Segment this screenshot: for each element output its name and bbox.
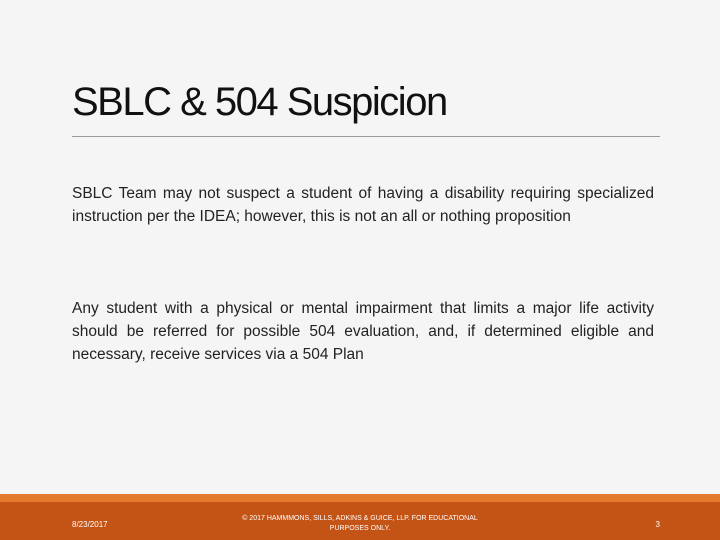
slide-footer: [0, 502, 720, 540]
title-divider: [72, 136, 660, 137]
footer-copyright: © 2017 HAMMMONS, SILLS, ADKINS & GUICE, LLP. FOR EDUCATIONAL PURPOSES ONLY.: [242, 515, 478, 532]
footer-accent-band: [0, 494, 720, 502]
footer-date: 8/23/2017: [72, 520, 108, 529]
body-paragraph-2: Any student with a physical or mental impairment that limits a major life activity should be referred for possible 504 evaluation, and, if determined eligible and necessary, receive services via a 504 Plan: [72, 300, 654, 363]
slide-title: SBLC & 504 Suspicion: [72, 80, 447, 124]
body-paragraph-1: SBLC Team may not suspect a student of having a disability requiring specialized instruction per the IDEA; however, this is not an all or nothing proposition: [72, 185, 654, 225]
page-number: 3: [655, 520, 660, 529]
